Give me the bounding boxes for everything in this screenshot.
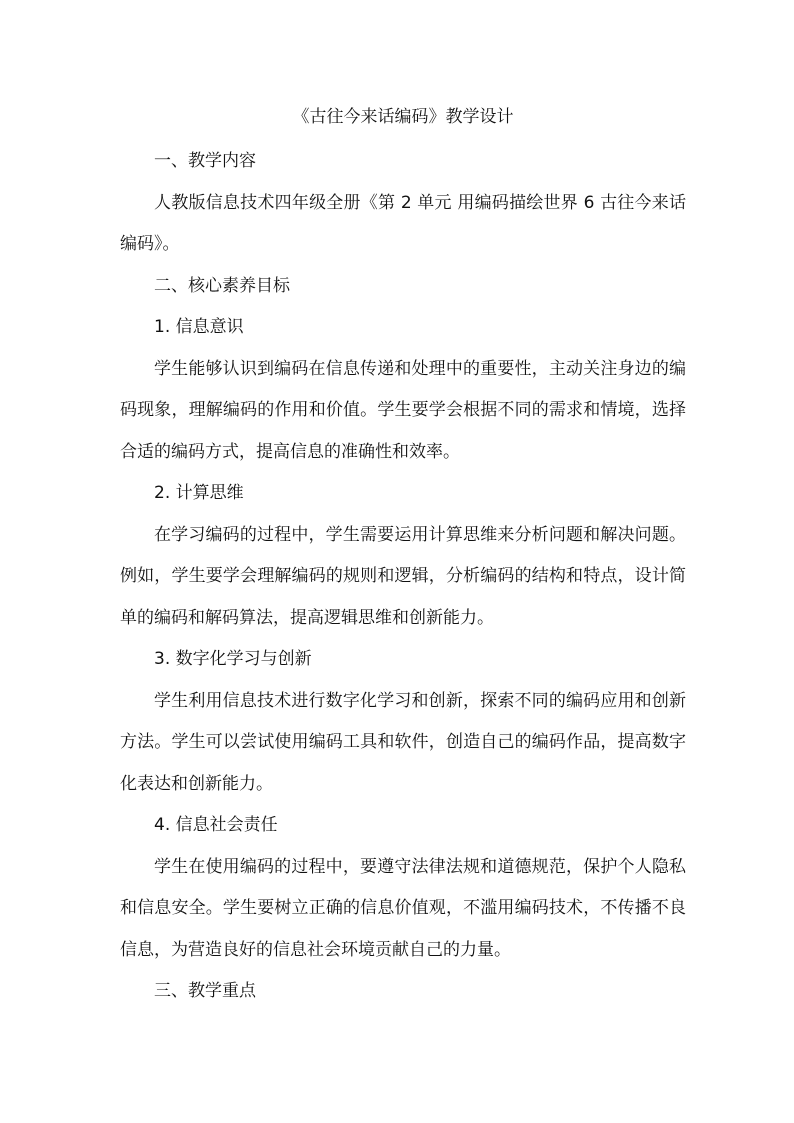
section-heading-core-literacy-goals: 二、核心素养目标 — [154, 275, 290, 296]
paragraph-information-social-responsibility: 学生在使用编码的过程中，要遵守法律法规和道德规范，保护个人隐私和信息安全。学生要树立正确的信息价值观，不滥用编码技术，不传播不良信息，为营造良好的信息社会环境贡献自己的力量。 — [120, 856, 686, 960]
subheading-information-awareness: 1. 信息意识 — [154, 317, 244, 337]
paragraph-digital-learning-innovation: 学生利用信息技术进行数字化学习和创新，探索不同的编码应用和创新方法。学生可以尝试使用编码工具和软件，创造自己的编码作品，提高数字化表达和创新能力。 — [120, 690, 686, 794]
section-heading-teaching-focus: 三、教学重点 — [154, 981, 256, 1001]
paragraph-textbook-reference: 人教版信息技术四年级全册《第 2 单元 用编码描绘世界 6 古往今来话编码》。 — [120, 192, 686, 254]
paragraph-information-awareness: 学生能够认识到编码在信息传递和处理中的重要性，主动关注身边的编码现象，理解编码的作用和价值。学生要学会根据不同的需求和情境，选择合适的编码方式，提高信息的准确性和效率。 — [120, 358, 686, 462]
paragraph-computational-thinking: 在学习编码的过程中，学生需要运用计算思维来分析问题和解决问题。例如，学生要学会理解编码的规则和逻辑，分析编码的结构和特点，设计简单的编码和解码算法，提高逻辑思维和创新能力。 — [120, 524, 686, 628]
document-title: 《古往今来话编码》教学设计 — [292, 107, 514, 127]
document-body — [120, 100, 686, 1013]
subheading-information-social-responsibility: 4. 信息社会责任 — [154, 815, 278, 835]
section-heading-teaching-content: 一、教学内容 — [154, 151, 256, 171]
subheading-digital-learning-innovation: 3. 数字化学习与创新 — [154, 649, 312, 669]
subheading-computational-thinking: 2. 计算思维 — [154, 483, 244, 503]
